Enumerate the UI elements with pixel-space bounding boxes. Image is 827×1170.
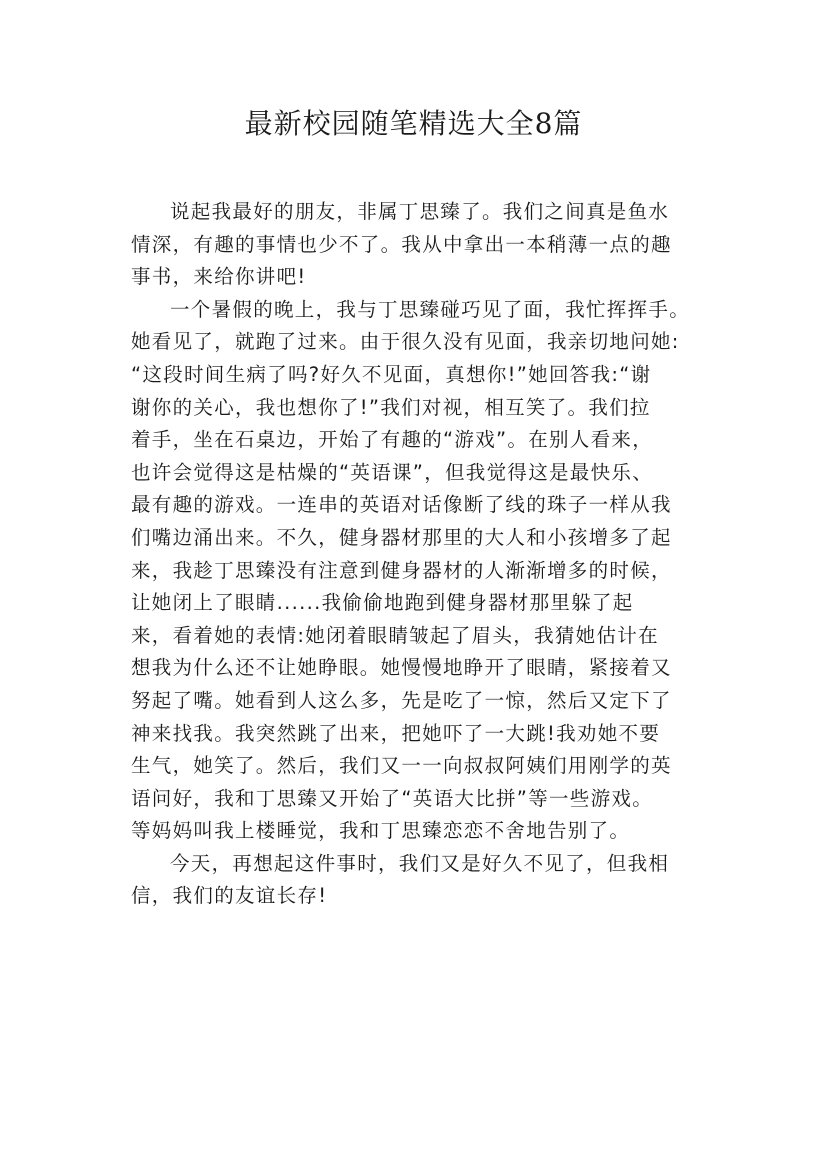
text-line: 一个暑假的晚上，我与丁思臻碰巧见了面，我忙挥挥手。 [170, 297, 691, 321]
text-line: 语问好，我和丁思臻又开始了“英语大比拼”等一些游戏。 [131, 786, 654, 810]
text-line: 说起我最好的朋友，非属丁思臻了。我们之间真是鱼水 [170, 200, 670, 223]
text-line: 今天，再想起这件事时，我们又是好久不见了，但我相 [170, 851, 670, 875]
text-line: 等妈妈叫我上楼睡觉，我和丁思臻恋恋不舍地告别了。 [131, 819, 631, 843]
document-title: 最新校园随笔精选大全8篇 [244, 107, 583, 140]
text-line: 努起了嘴。她看到人这么多，先是吃了一惊，然后又定下了 [131, 688, 672, 712]
document-body [131, 196, 706, 913]
text-line: 想我为什么还不让她睁眼。她慢慢地睁开了眼睛，紧接着又 [131, 656, 672, 680]
text-line: 生气，她笑了。然后，我们又一一向叔叔阿姨们用刚学的英 [131, 754, 672, 778]
text-line: 谢你的关心，我也想你了!”我们对视，相互笑了。我们拉 [131, 395, 651, 419]
text-line: 事书，来给你讲吧! [131, 265, 307, 289]
text-line: 们嘴边涌出来。不久，健身器材那里的大人和小孩增多了起 [131, 525, 672, 549]
text-line: 情深，有趣的事情也少不了。我从中拿出一本稍薄一点的趣 [131, 232, 672, 256]
text-line: 神来找我。我突然跳了出来，把她吓了一大跳!我劝她不要 [131, 721, 661, 745]
text-line: 来，我趁丁思臻没有注意到健身器材的人渐渐增多的时候， [131, 558, 672, 582]
text-line: 来，看着她的表情:她闭着眼睛皱起了眉头，我猜她估计在 [131, 623, 659, 647]
text-line: 着手，坐在石桌边，开始了有趣的“游戏”。在别人看来， [131, 428, 654, 452]
text-line: “这段时间生病了吗?好久不见面，真想你!”她回答我:“谢 [131, 362, 652, 386]
text-line: 最有趣的游戏。一连串的英语对话像断了线的珠子一样从我 [131, 493, 672, 517]
text-line: 也许会觉得这是枯燥的“英语课”，但我觉得这是最快乐、 [131, 460, 654, 484]
text-line: 她看见了，就跑了过来。由于很久没有见面，我亲切地问她: [131, 330, 680, 354]
text-line: 信，我们的友谊长存! [131, 884, 328, 908]
text-line: 让她闭上了眼睛......我偷偷地跑到健身器材那里躲了起 [131, 591, 634, 615]
